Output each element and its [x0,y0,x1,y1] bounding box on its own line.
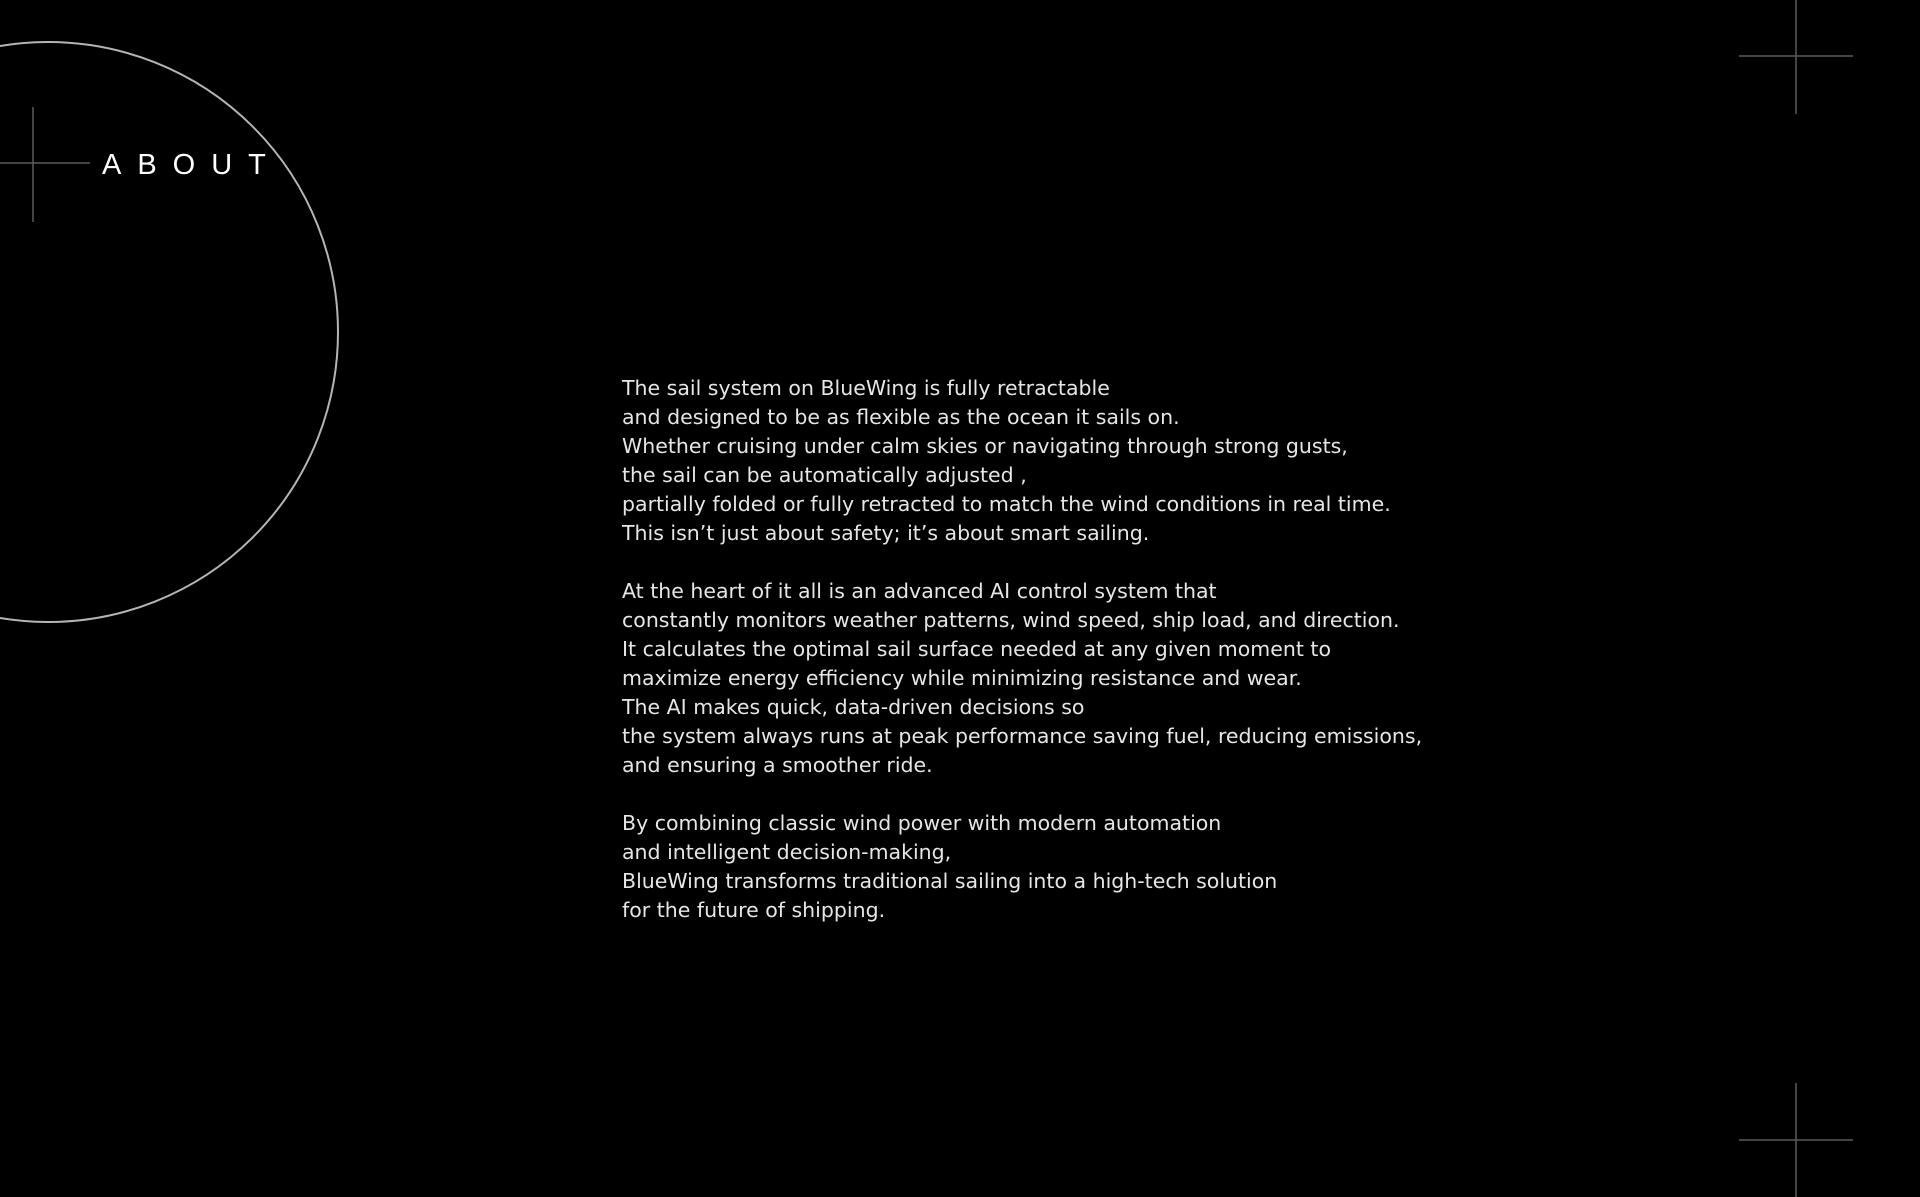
text-line: and designed to be as flexible as the ocean it sails on. [622,405,1180,429]
crosshair-icon [0,107,90,222]
text-line: partially folded or fully retracted to match the wind conditions in real time. [622,492,1391,516]
text-line: This isn’t just about safety; it’s about smart sailing. [622,521,1150,545]
paragraph [622,809,1542,925]
crosshair-icon [1739,1083,1853,1197]
text-line: and intelligent decision-making, [622,840,952,864]
crosshair-icon [1739,0,1853,114]
text-line: The sail system on BlueWing is fully retractable [622,376,1110,400]
text-line: At the heart of it all is an advanced AI control system that [622,579,1217,603]
text-line: The AI makes quick, data-driven decisions so [622,695,1085,719]
text-line: BlueWing transforms traditional sailing into a high-tech solution [622,869,1278,893]
text-line: Whether cruising under calm skies or navigating through strong gusts, [622,434,1348,458]
paragraph [622,374,1542,548]
text-line: and ensuring a smoother ride. [622,753,933,777]
text-line: the system always runs at peak performance saving fuel, reducing emissions, [622,724,1423,748]
section-title: ABOUT [102,149,282,181]
text-line: maximize energy efficiency while minimizing resistance and wear. [622,666,1302,690]
text-line: It calculates the optimal sail surface needed at any given moment to [622,637,1331,661]
circle-decoration [0,42,338,622]
text-line: constantly monitors weather patterns, wind speed, ship load, and direction. [622,608,1400,632]
text-line: By combining classic wind power with modern automation [622,811,1222,835]
text-line: the sail can be automatically adjusted , [622,463,1027,487]
about-text [622,374,1542,954]
paragraph [622,577,1542,780]
text-line: for the future of shipping. [622,898,886,922]
